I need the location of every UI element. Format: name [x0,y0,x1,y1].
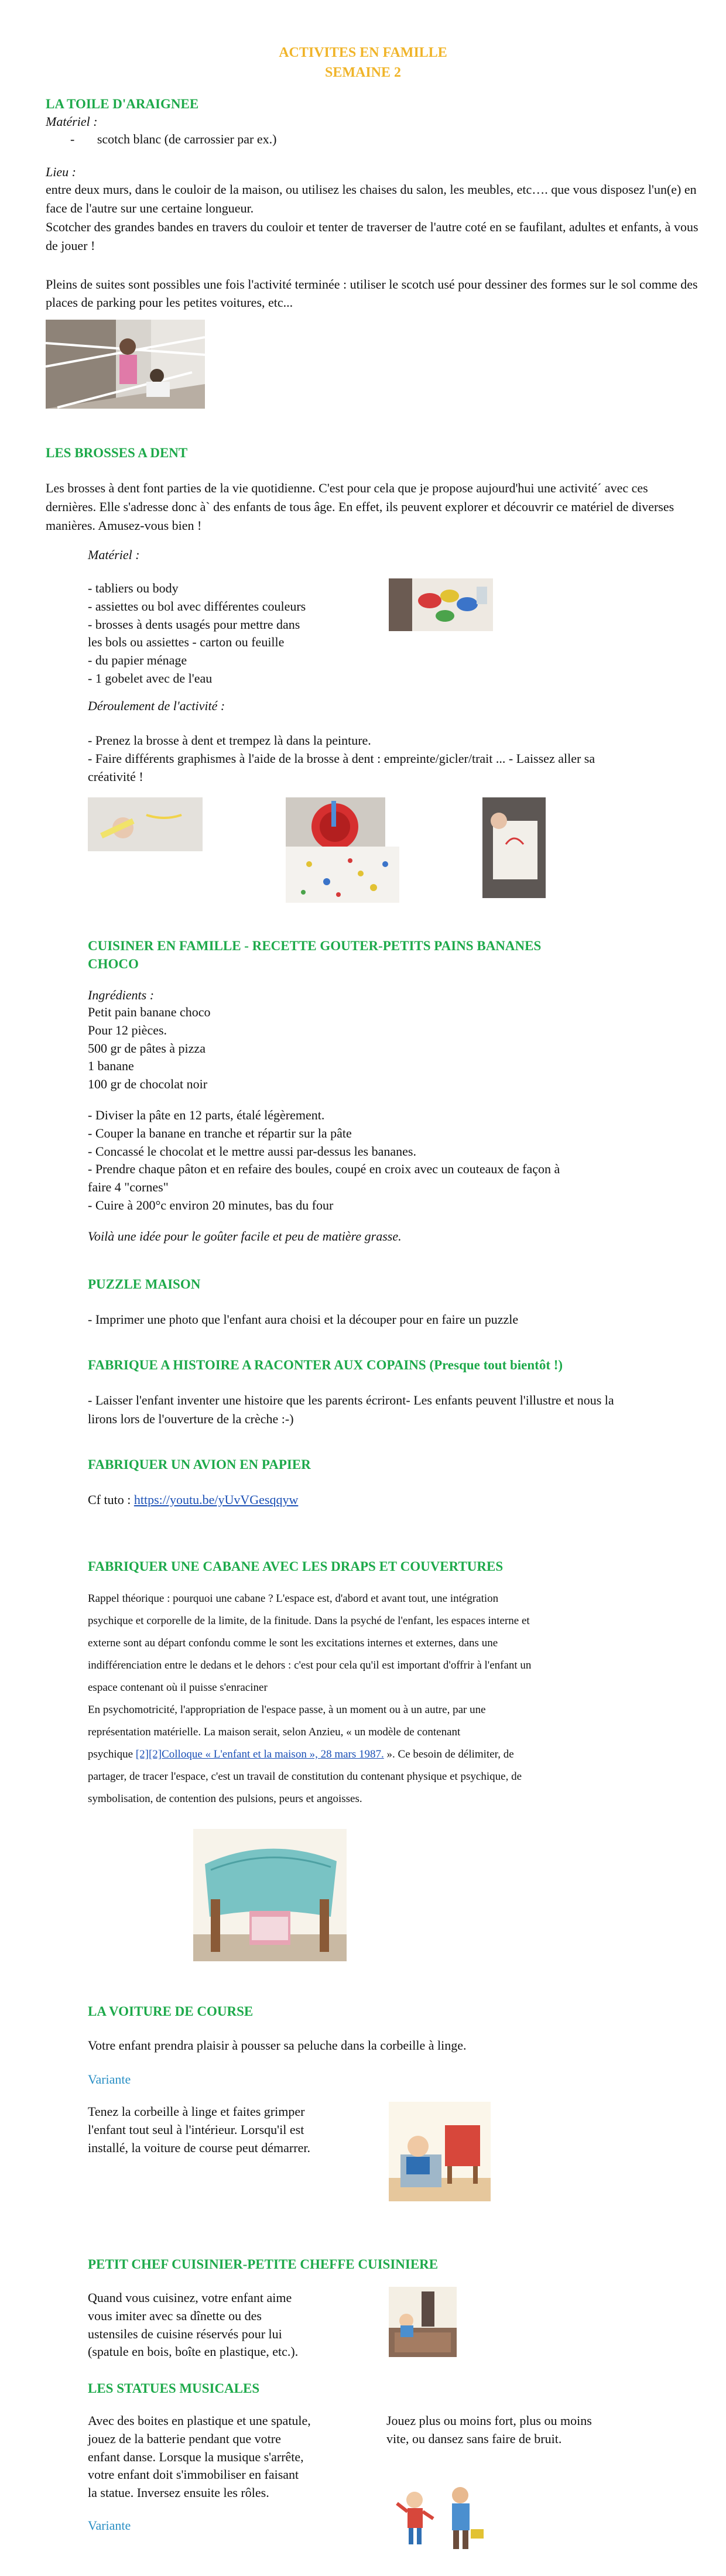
statues-variante-text: Jouez plus ou moins fort, plus ou moins vite, ou dansez sans faire de bruit. [386,2413,592,2446]
toile-paragraph-1: entre deux murs, dans le couloir de la maison, ou utilisez les chaises du salon, les meubles, etc…. que vous disposez l'un(e) en face de l'autre sur une certaine longueur. [46,182,697,215]
toothbrush-paint-photo-2 [286,797,385,851]
brosses-step-1: - Prenez la brosse à dent et trempez là dans la peinture. [88,733,371,748]
cuisiner-outro: Voilà une idée pour le goûter facile et peu de matière grasse. [88,1229,402,1244]
section-heading-cuisiner [88,937,650,973]
cuisiner-ingredients-label: Ingrédients : [88,988,155,1002]
ingredient-item: Pour 12 pièces. [88,1022,167,1037]
voiture-variante-label: Variante [88,2072,131,2087]
laundry-basket-illustration [389,2102,491,2201]
section-heading-avion: FABRIQUER UN AVION EN PAPIER [88,1457,311,1472]
brosses-item: les bols ou assiettes - carton ou feuille [88,635,285,650]
paint-bowls-photo [389,578,493,631]
chef-text: Quand vous cuisinez, votre enfant aime vous imiter avec sa dînette ou des ustensiles de cuisine réservés pour lui (spatule en bois, boîte en plastique, etc.). [88,2290,299,2359]
brosses-intro: Les brosses à dent font parties de la vie quotidienne. C'est pour cela que je propose aujourd'hui une activité´ avec ces dernières. Elle s'adresse donc à` des enfants de tous âge. En effet, ils peuvent explorer et découvrir ce matériel de diverses manières. Amusez-vous bien ! [46,481,674,533]
recipe-step: faire 4 "cornes" [88,1180,169,1195]
recipe-step: - Cuire à 200°c environ 20 minutes, bas du four [88,1197,334,1212]
statues-text: Avec des boites en plastique et une spatule, jouez de la batterie pendant que votre enfant danse. Lorsque la musique s'arrête, votre enfant doit s'immobiliser en faisant la statue. Inversez ensuite les rôles. [88,2413,311,2500]
brosses-item: - tabliers ou body [88,581,179,595]
blanket-fort-illustration [193,1829,347,1961]
toothbrush-paint-photo-1 [88,797,203,851]
voiture-variante-text: Tenez la corbeille à linge et faites grimper l'enfant tout seul à l'intérieur. Lorsqu'il est installé, la voiture de course peut démarrer. [88,2104,310,2155]
ingredient-item: Petit pain banane choco [88,1005,211,1019]
recipe-step: - Concassé le chocolat et le mettre aussi par-dessus les bananes. [88,1143,416,1159]
section-heading-histoire: FABRIQUE A HISTOIRE A RACONTER AUX COPAINS (Presque tout bientôt !) [88,1358,563,1372]
brosses-materiel-label: Matériel : [88,547,140,562]
histoire-text: - Laisser l'enfant inventer une histoire que les parents écriront- Les enfants peuvent l'illustre et nous la lirons lors de l'ouverture de la crèche :-) [88,1393,614,1426]
toile-paragraph-3: Pleins de suites sont possibles une fois l'activité terminée : utiliser le scotch usé pour dessiner des formes sur le sol comme des places de parking pour les petites voitures, etc... [46,276,698,310]
toile-paragraph-2: Scotcher des grandes bandes en travers du couloir et tenter de traverser de l'autre coté en se faufilant, adultes et enfants, à vous de jouer ! [46,219,698,253]
statues-variante-label: Variante [88,2518,131,2533]
brosses-item: - du papier ménage [88,653,187,668]
brosses-item: - assiettes ou bol avec différentes couleurs [88,598,306,614]
section-heading-toile: LA TOILE D'ARAIGNEE [46,97,199,111]
title-line-2: SEMAINE 2 [324,64,402,80]
cuisiner-heading-line-1: CUISINER EN FAMILLE - RECETTE GOUTER-PETITS PAINS BANANES [88,938,542,953]
section-heading-chef: PETIT CHEF CUISINIER-PETITE CHEFFE CUISINIERE [88,2257,439,2272]
brosses-step-2: - Faire différents graphismes à l'aide de la brosse à dent : empreinte/gicler/trait ... - Laissez aller sa créativité ! [88,751,595,784]
colloque-footnote-link[interactable]: [2][2]Colloque « L'enfant et la maison », 28 mars 1987. [135,1748,384,1760]
toile-photo [46,320,205,409]
cabane-text: Rappel théorique : pourquoi une cabane ? L'espace est, d'abord et avant tout, une intégration psychique et corporelle de la limite, de la finitude. Dans la psyché de l'enfant, les espaces interne et externe sont au départ confondu comme le sont les excitations internes et externes, dans une indifférenciation entre le dedans et le dehors : c'est pour cela qu'il est important d'offrir à l'enfant un espace contenant où il puisse s'enraciner En psychomotricité, l'appropriation de l'espace passe, à un moment ou à un autre, par une représentation matérielle. La maison serait, selon Anzieu, « un modèle de contenant psychique [2][2]Colloque « L'enfant et la maison », 28 mars 1987. ». Ce besoin de délimiter, de partager, de tracer l'espace, c'est un travail de constitution du contenant physique et psychique, de symbolisation, de contention des pulsions, peurs et angoisses. [88,1592,532,1805]
page-title [0,43,726,83]
youtube-tutorial-link[interactable]: https://youtu.be/yUvVGesqqyw [133,1492,299,1507]
section-heading-brosses: LES BROSSES A DENT [46,446,188,460]
brosses-item: - 1 gobelet avec de l'eau [88,670,213,686]
section-heading-puzzle: PUZZLE MAISON [88,1277,201,1292]
section-heading-cabane: FABRIQUER UNE CABANE AVEC LES DRAPS ET COUVERTURES [88,1559,504,1574]
recipe-step: - Couper la banane en tranche et répartir sur la pâte [88,1125,352,1140]
section-heading-statues: LES STATUES MUSICALES [88,2381,260,2396]
toile-text [46,180,701,312]
toothbrush-paint-photo-3 [286,847,399,903]
toile-materiel-item: - scotch blanc (de carrossier par ex.) [70,132,277,146]
brosses-deroulement-label: Déroulement de l'activité : [88,698,225,713]
ingredient-item: 500 gr de pâtes à pizza [88,1040,206,1056]
puzzle-text: - Imprimer une photo que l'enfant aura choisi et la découper pour en faire un puzzle [88,1312,519,1327]
ingredient-item: 100 gr de chocolat noir [88,1077,208,1092]
voiture-text: Votre enfant prendra plaisir à pousser sa peluche dans la corbeille à linge. [88,2038,467,2053]
dancing-statues-illustration [391,2478,491,2554]
brosses-materiel-list [88,580,404,688]
cuisiner-heading-line-2: CHOCO [88,957,139,972]
cuisiner-ingredients-list [88,1003,211,1094]
recipe-step: - Diviser la pâte en 12 parts, étalé légèrement. [88,1108,325,1122]
section-heading-voiture: LA VOITURE DE COURSE [88,2004,254,2019]
recipe-step: - Prendre chaque pâton et en refaire des boules, coupé en croix avec un couteaux de façon à [88,1162,560,1177]
toile-lieu-label: Lieu : [46,165,76,179]
cuisiner-steps [88,1107,650,1215]
toile-materiel-label: Matériel : [46,114,98,129]
brosses-item: - brosses à dents usagés pour mettre dans [88,616,300,632]
ingredient-item: 1 banane [88,1059,134,1074]
brosses-steps [88,732,632,786]
kitchen-illustration [389,2287,457,2357]
avion-text: Cf tuto : https://youtu.be/yUvVGesqqyw [88,1492,299,1507]
title-line-1: ACTIVITES EN FAMILLE [279,45,447,60]
toothbrush-paint-photo-4 [482,797,546,898]
